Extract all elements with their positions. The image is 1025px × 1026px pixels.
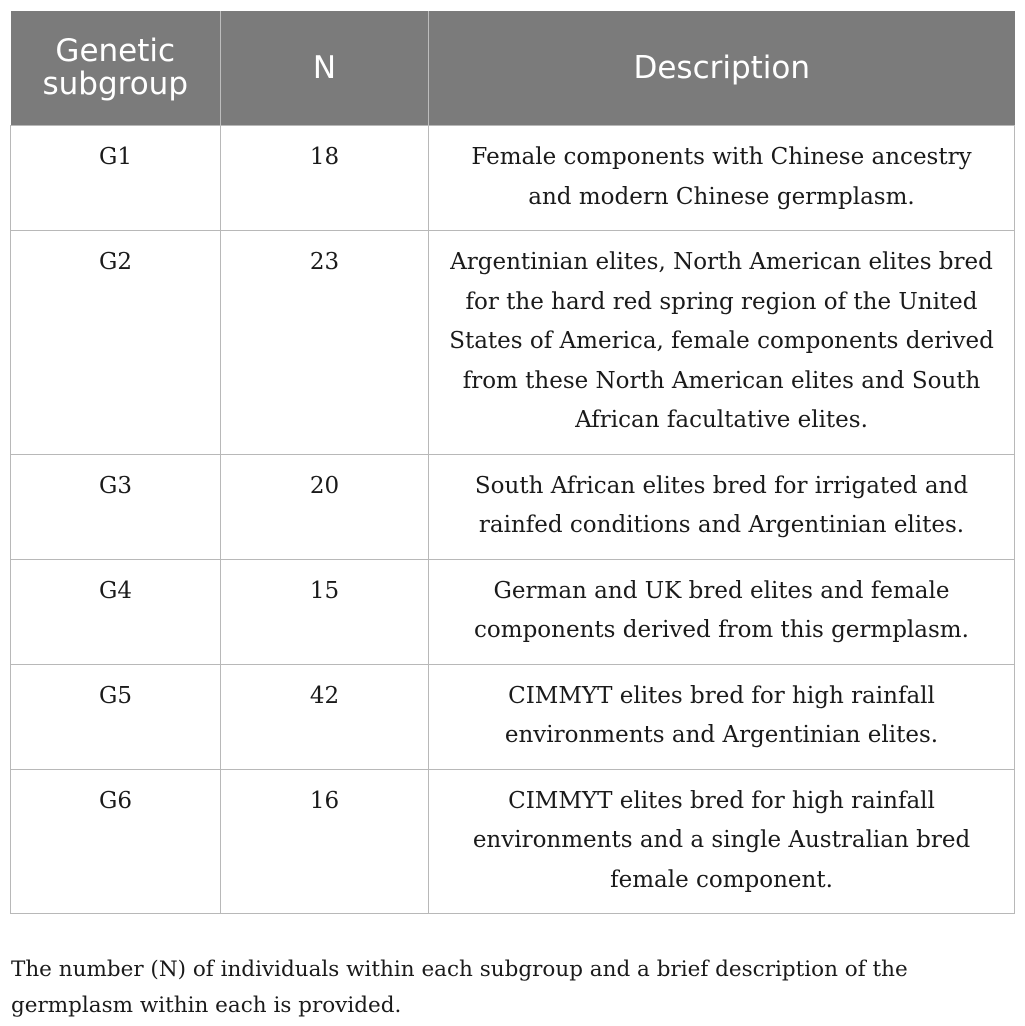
cell-n: 42 <box>221 664 429 769</box>
cell-n: 20 <box>221 454 429 559</box>
table-caption: The number (N) of individuals within each subgroup and a brief description of the germplasm within each is provided. <box>11 957 908 1018</box>
table-row <box>11 559 1015 664</box>
cell-n: 16 <box>221 769 429 914</box>
table-row <box>11 769 1015 914</box>
germplasm-table-container <box>10 11 1014 914</box>
cell-description: South African elites bred for irrigated and rainfed conditions and Argentinian elites. <box>429 454 1015 559</box>
header-description: Description <box>429 11 1015 126</box>
header-n: N <box>221 11 429 126</box>
table-row <box>11 126 1015 231</box>
header-row <box>11 11 1015 126</box>
table-row <box>11 231 1015 455</box>
table-row <box>11 664 1015 769</box>
germplasm-table <box>10 11 1015 914</box>
cell-description: Argentinian elites, North American elites bred for the hard red spring region of the United States of America, female components derived from these North American elites and South African facultative elites. <box>429 231 1015 455</box>
cell-subgroup: G1 <box>11 126 221 231</box>
cell-subgroup: G3 <box>11 454 221 559</box>
header-genetic-subgroup: Genetic subgroup <box>11 11 221 126</box>
table-body <box>11 126 1015 914</box>
cell-n: 23 <box>221 231 429 455</box>
cell-subgroup: G2 <box>11 231 221 455</box>
cell-description: CIMMYT elites bred for high rainfall environments and Argentinian elites. <box>429 664 1015 769</box>
table-row <box>11 454 1015 559</box>
cell-description: Female components with Chinese ancestry and modern Chinese germplasm. <box>429 126 1015 231</box>
table-header <box>11 11 1015 126</box>
cell-description: CIMMYT elites bred for high rainfall environments and a single Australian bred female component. <box>429 769 1015 914</box>
cell-subgroup: G4 <box>11 559 221 664</box>
cell-subgroup: G6 <box>11 769 221 914</box>
cell-n: 15 <box>221 559 429 664</box>
cell-subgroup: G5 <box>11 664 221 769</box>
cell-n: 18 <box>221 126 429 231</box>
cell-description: German and UK bred elites and female components derived from this germplasm. <box>429 559 1015 664</box>
